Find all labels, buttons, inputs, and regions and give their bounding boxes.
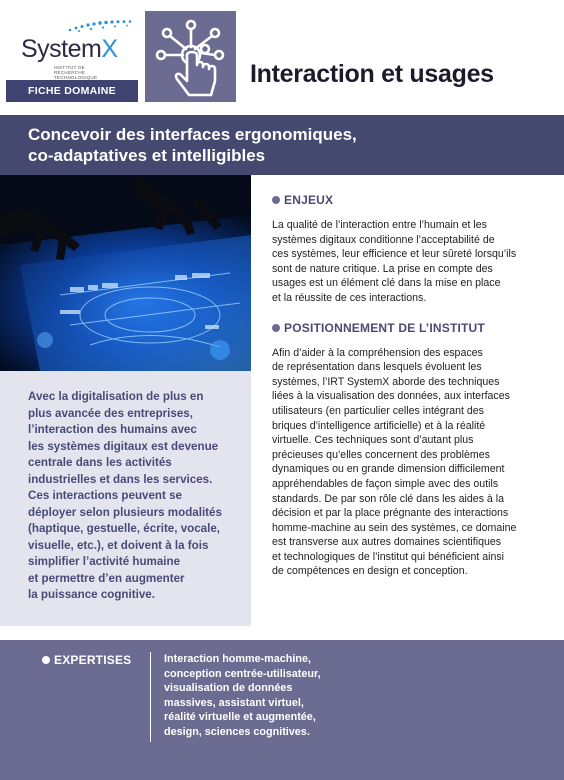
intro-line: la puissance cognitive. <box>28 588 155 601</box>
paragraph-line: ces systèmes, leur efficience et leur sûreté lorsqu’ils <box>272 248 517 261</box>
intro-line: déployer selon plusieurs modalités <box>28 505 222 519</box>
intro-line: centrale dans les activités <box>28 456 172 469</box>
bullet-dot-icon <box>272 324 280 332</box>
expertise-line: massives, assistant virtuel, <box>164 696 304 709</box>
logo <box>6 11 138 79</box>
section-heading-label: ENJEUX <box>284 193 334 207</box>
logo-dots-icon <box>66 19 134 33</box>
section-heading-label: POSITIONNEMENT DE L’INSTITUT <box>284 320 485 335</box>
paragraph-line: est transverse aux autres domaines scientifiques <box>272 536 502 549</box>
right-column <box>272 192 544 579</box>
subtitle-line: co-adaptatives et intelligibles <box>28 146 266 165</box>
positionnement-paragraph <box>272 346 544 580</box>
intro-line: l’interaction des humains avec <box>28 423 197 436</box>
intro-line: Ces interactions peuvent se <box>28 489 182 502</box>
paragraph-line: de compétences en design et conception. <box>272 565 468 578</box>
intro-line: les systèmes digitaux est devenue <box>28 439 219 453</box>
paragraph-line: dynamiques ou en grande dimension difficilement <box>272 463 505 476</box>
paragraph-line: virtuelle. Ces techniques sont d’autant plus <box>272 434 474 447</box>
paragraph-line: précieuses qu’elles concernent des problèmes <box>272 448 490 461</box>
intro-line: simplifier l’activité humaine <box>28 555 181 568</box>
bullet-dot-icon <box>42 656 50 664</box>
expertise-line: visualisation de données <box>164 682 293 695</box>
subtitle-line: Concevoir des interfaces ergonomiques, <box>28 125 357 144</box>
paragraph-line: liées à la visualisation des données, aux interfaces <box>272 390 510 403</box>
subtitle <box>28 124 548 166</box>
paragraph-line: standards. De par son rôle clé dans les aides à la <box>272 492 505 505</box>
fiche-domaine-label: FICHE DOMAINE <box>6 80 138 102</box>
intro-line: Avec la digitalisation de plus en <box>28 390 204 403</box>
expertise-line: réalité virtuelle et augmentée, <box>164 711 316 724</box>
paragraph-line: utilisateurs (en particulier celles intégrant des <box>272 404 484 417</box>
expertise-line: Interaction homme-machine, <box>164 653 311 665</box>
section-heading-positionnement <box>272 320 544 336</box>
paragraph-line: homme-machine au sein des systèmes, ce domaine <box>272 521 517 534</box>
intro-line: (haptique, gestuelle, écrite, vocale, <box>28 522 221 535</box>
intro-line: visuelle, etc.), et doivent à la fois <box>28 538 209 552</box>
page-title: Interaction et usages <box>250 60 494 88</box>
bullet-dot-icon <box>272 196 280 204</box>
subtitle-band <box>0 115 564 175</box>
paragraph-line: systèmes digitaux conditionne l’acceptabilité de <box>272 233 495 246</box>
expertises-list <box>164 652 364 740</box>
paragraph-line: sont de nature critique. La prise en compte des <box>272 262 493 275</box>
paragraph-line: décision et par la place prégnante des interactions <box>272 507 509 520</box>
paragraph-line: et la réussite de ces interactions. <box>272 291 427 304</box>
intro-panel <box>0 371 251 626</box>
logo-wordmark: SystemX <box>21 35 118 63</box>
paragraph-line: appréhendables de façon simple avec des outils <box>272 477 499 490</box>
expertise-line: design, sciences cognitives. <box>164 725 310 738</box>
divider <box>150 652 151 742</box>
section-heading-label: EXPERTISES <box>54 653 132 667</box>
touch-network-icon <box>145 11 236 102</box>
hands-on-touch-table-image <box>0 175 251 371</box>
section-heading-expertises <box>42 653 131 667</box>
paragraph-line: La qualité de l’interaction entre l’humain et les <box>272 219 487 231</box>
intro-line: et permettre d’en augmenter <box>28 571 185 585</box>
logo-subtitle: INSTITUT DE RECHERCHE TECHNOLOGIQUE <box>54 65 98 80</box>
expertise-line: conception centrée-utilisateur, <box>164 667 321 680</box>
intro-text <box>28 389 250 604</box>
intro-line: industrielles et dans les services. <box>28 472 213 486</box>
section-heading-enjeux <box>272 192 544 208</box>
intro-line: plus avancée des entreprises, <box>28 406 193 420</box>
paragraph-line: et technologiques de l’institut qui bénéficient ainsi <box>272 550 505 563</box>
paragraph-line: Afin d’aider à la compréhension des espaces <box>272 346 483 359</box>
expertises-band <box>0 640 564 780</box>
enjeux-paragraph <box>272 218 544 306</box>
paragraph-line: de représentation dans lesquels évoluent les <box>272 361 482 374</box>
paragraph-line: usages est un élément clé dans la mise en place <box>272 277 501 290</box>
paragraph-line: systèmes, l’IRT SystemX aborde des techniques <box>272 375 500 388</box>
paragraph-line: briques d’intelligence artificielle) et à la réalité <box>272 419 486 432</box>
